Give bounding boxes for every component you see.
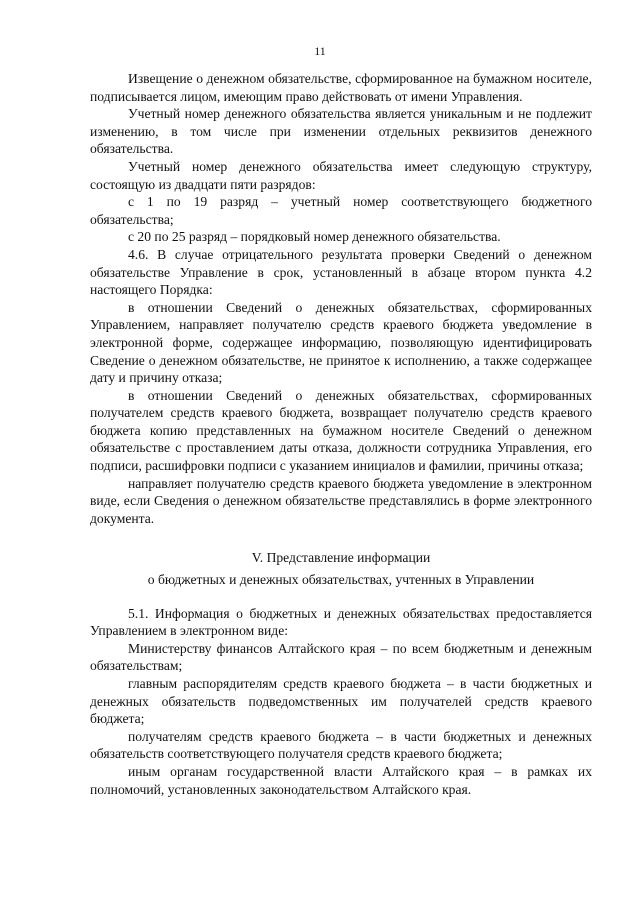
paragraph: 5.1. Информация о бюджетных и денежных обязательствах предоставляется Управлением в электронном виде:	[90, 605, 592, 639]
paragraph: Извещение о денежном обязательстве, сформированное на бумажном носителе, подписывается лицом, имеющим право действовать от имени Управления.	[90, 71, 592, 104]
document-body	[90, 70, 592, 798]
paragraph: получателям средств краевого бюджета – в части бюджетных и денежных обязательств соответствующего получателя средств краевого бюджета;	[90, 728, 592, 762]
paragraph: Учетный номер денежного обязательства является уникальным и не подлежит изменению, в том числе при изменении отдельных реквизитов денежного обязательства.	[90, 106, 592, 157]
paragraph: Учетный номер денежного обязательства имеет следующую структуру, состоящую из двадцати пяти разрядов:	[90, 158, 592, 192]
paragraph: с 1 по 19 разряд – учетный номер соответствующего бюджетного обязательства;	[90, 194, 592, 227]
paragraph: иным органам государственной власти Алтайского края – в рамках их полномочий, установленных законодательством Алтайского края.	[90, 763, 592, 797]
paragraph: в отношении Сведений о денежных обязательствах, сформированных получателем средств краевого бюджета, возвращает получателю средств краевого бюджета копию представленных на бумажном носителе Сведений о денежном обязательстве с проставлением даты отказа, должности сотрудника Управления, его подписи, расшифровки подписи с указанием инициалов и фамилии, причины отказа;	[90, 387, 592, 474]
paragraph: 4.6. В случае отрицательного результата проверки Сведений о денежном обязательстве Управление в срок, установленный в абзаце втором пункта 4.2 настоящего Порядка:	[90, 246, 592, 298]
paragraph: Министерству финансов Алтайского края – по всем бюджетным и денежным обязательствам;	[90, 640, 592, 674]
paragraph: направляет получателю средств краевого бюджета уведомление в электронном виде, если Сведения о денежном обязательстве представлялись в форме электронного документа.	[90, 475, 592, 526]
paragraph: в отношении Сведений о денежных обязательствах, сформированных Управлением, направляет получателю средств краевого бюджета уведомление в электронной форме, содержащее информацию, позволяющую идентифицировать Сведение о денежном обязательстве, не принятое к исполнению, а также содержащее дату и причину отказа;	[90, 299, 592, 386]
paragraph: с 20 по 25 разряд – порядковый номер денежного обязательства.	[128, 229, 501, 245]
page-number: 11	[314, 44, 326, 58]
paragraph: главным распорядителям средств краевого бюджета – в части бюджетных и денежных обязательств подведомственных им получателей средств краевого бюджета;	[90, 676, 592, 727]
section-subheading: о бюджетных и денежных обязательствах, учтенных в Управлении	[147, 572, 535, 588]
section-heading: V. Представление информации	[251, 550, 431, 566]
